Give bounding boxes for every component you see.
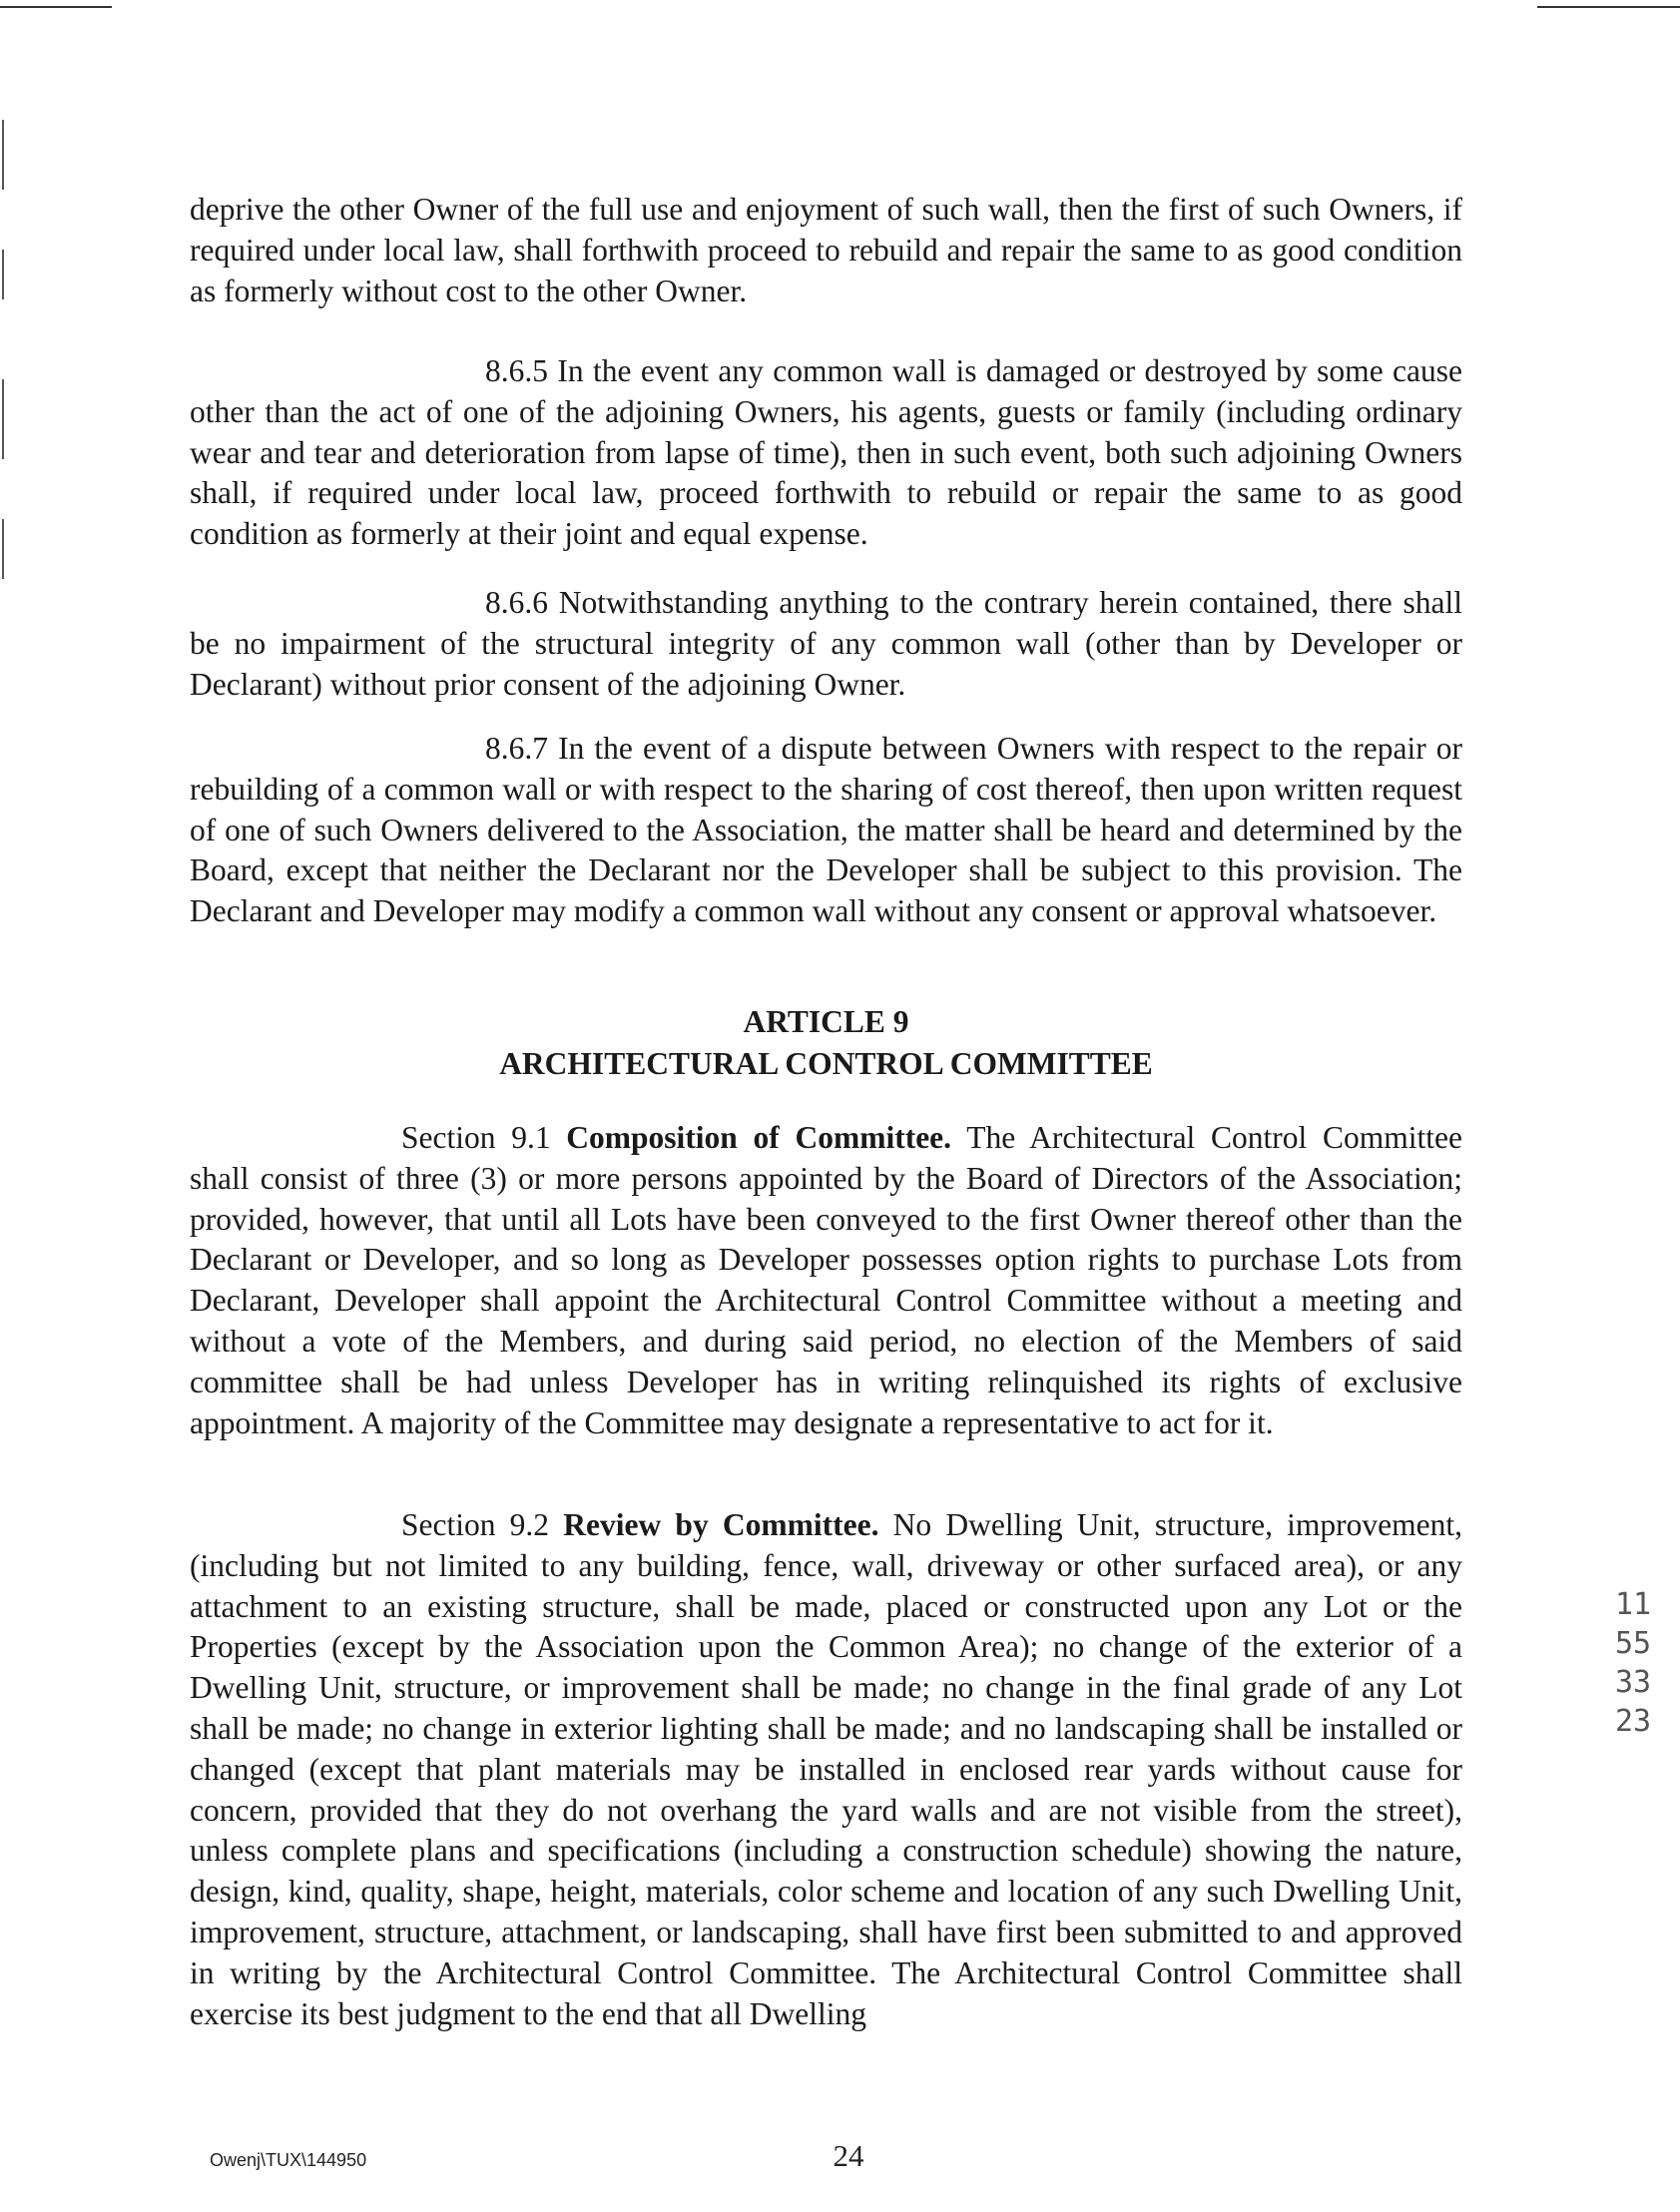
article-number: ARTICLE 9	[743, 1004, 909, 1039]
section-title: Composition of Committee.	[566, 1120, 952, 1155]
section-body: The Architectural Control Committee shall consist of three (3) or more persons appointed by the Board of Directors of the Association; provided, however, that until all Lots have been conveyed to the first Owner thereof other than the Declarant or Developer, and so long as Developer possesses option rights to purchase Lots from Declarant, Developer shall appoint the Architectural Control Committee without a meeting and without a vote of the Members, and during said period, no election of the Members of said committee shall be had unless Developer has in writing relinquished its rights of exclusive appointment. A majority of the Committee may designate a representative to act for it.	[190, 1120, 1462, 1440]
paragraph-continuation: deprive the other Owner of the full use and enjoyment of such wall, then the first of such Owners, if required under local law, shall forthwith proceed to rebuild and repair the same to as good condition as formerly without cost to the other Owner.	[190, 192, 1462, 308]
paragraph-8-6-7: 8.6.7 In the event of a dispute between Owners with respect to the repair or rebuilding of a common wall or with respect to the sharing of cost thereof, then upon written request of one of such Owners delivered to the Association, the matter shall be heard and determined by the Board, except that neither the Declarant nor the Developer shall be subject to this provision. The Declarant and Developer may modify a common wall without any consent or approval whatsoever.	[190, 731, 1462, 929]
scan-top-rule-left	[0, 6, 112, 8]
section-label: Section 9.1	[401, 1120, 551, 1155]
section-9-1	[190, 1118, 1462, 1443]
article-title: ARCHITECTURAL CONTROL COMMITTEE	[499, 1046, 1153, 1081]
section-body: No Dwelling Unit, structure, improvement, (including but not limited to any building, fence, wall, driveway or other surfaced area), or any attachment to an existing structure, shall be made, placed or constructed upon any Lot or the Properties (except by the Association upon the Common Area); no change of the exterior of a Dwelling Unit, structure, or improvement shall be made; no change in the final grade of any Lot shall be made; no change in exterior lighting shall be made; and no landscaping shall be installed or changed (except that plant materials may be installed in enclosed rear yards without cause for concern, provided that they do not overhang the yard walls and are not visible from the street), unless complete plans and specifications (including a construction schedule) showing the nature, design, kind, quality, shape, height, materials, color scheme and location of any such Dwelling Unit, improvement, structure, attachment, or landscaping, shall have first been submitted to and approved in writing by the Architectural Control Committee. The Architectural Control Committee shall exercise its best judgment to the end that all Dwelling	[190, 1507, 1462, 2031]
paragraph-8-6-5: 8.6.5 In the event any common wall is damaged or destroyed by some cause other than the act of one of the adjoining Owners, his agents, guests or family (including ordinary wear and tear and deterioration from lapse of time), then in such event, both such adjoining Owners shall, if required under local law, proceed forthwith to rebuild or repair the same to as good condition as formerly at their joint and equal expense.	[190, 353, 1462, 552]
scan-top-rule-right	[1537, 6, 1680, 8]
section-label: Section 9.2	[401, 1507, 550, 1542]
recording-stamp: 1155 3323	[1614, 1587, 1652, 1739]
section-9-2	[190, 1505, 1462, 2034]
paragraph-8-6-6: 8.6.6 Notwithstanding anything to the contrary herein contained, there shall be no impairment of the structural integrity of any common wall (other than by Developer or Declarant) without prior consent of the adjoining Owner.	[190, 585, 1462, 702]
scan-margin-mark	[2, 120, 4, 190]
scan-margin-mark	[2, 250, 4, 299]
footer-document-reference: Owenj\TUX\144950	[210, 2150, 367, 2170]
page-number: 24	[833, 2138, 864, 2173]
scan-margin-mark	[2, 519, 4, 579]
scan-margin-mark	[2, 379, 4, 459]
section-title: Review by Committee.	[563, 1507, 879, 1542]
